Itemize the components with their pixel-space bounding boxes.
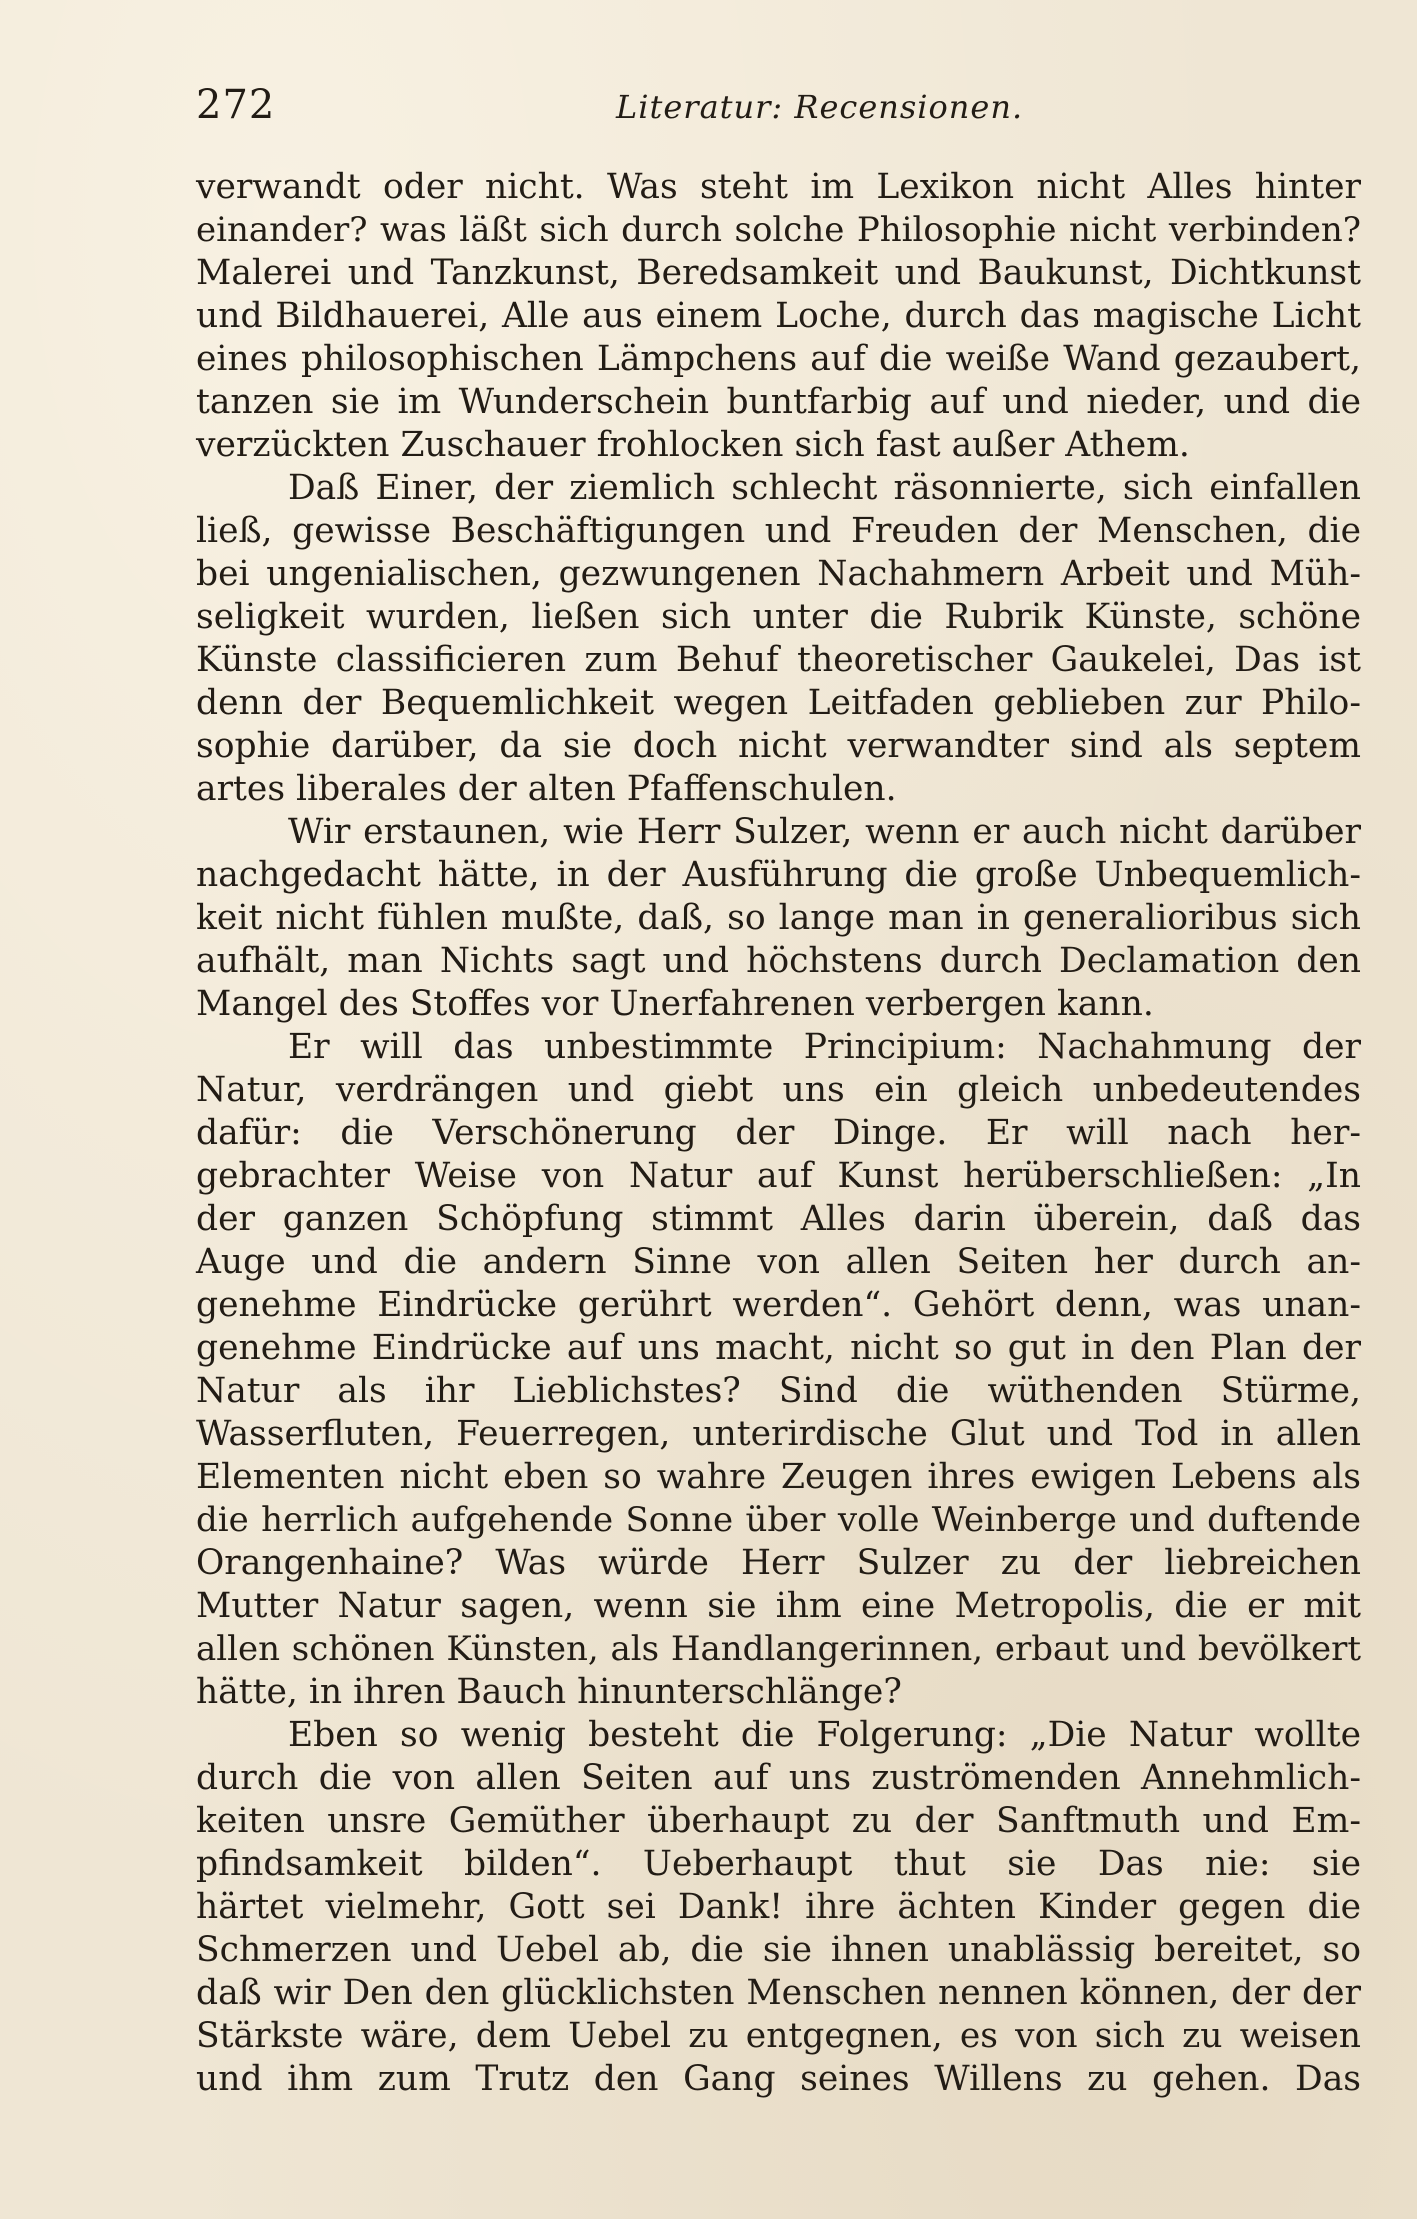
- text-line: pfindsamkeit bilden“. Ueberhaupt thut sie Das nie: sie: [196, 1844, 1361, 1884]
- text-line: sophie darüber, da sie doch nicht verwandter sind als septem: [196, 726, 1361, 766]
- text-line: Eben so wenig besteht die Folgerung: „Die Natur wollte: [288, 1715, 1361, 1755]
- text-line: hätte, in ihren Bauch hinunterschlänge?: [196, 1672, 902, 1712]
- text-line: einander? was läßt sich durch solche Philosophie nicht verbinden?: [196, 210, 1361, 250]
- text-line: Wasserfluten, Feuerregen, unterirdische Glut und Tod in allen: [196, 1414, 1361, 1454]
- text-line: aufhält, man Nichts sagt und höchstens durch Declamation den: [196, 941, 1361, 981]
- text-line: gebrachter Weise von Natur auf Kunst herüberschließen: „In: [196, 1156, 1361, 1196]
- text-line: Auge und die andern Sinne von allen Seiten her durch an-: [196, 1242, 1361, 1282]
- text-line: härtet vielmehr, Gott sei Dank! ihre ächten Kinder gegen die: [196, 1887, 1361, 1927]
- text-line: dafür: die Verschönerung der Dinge. Er will nach her-: [196, 1113, 1361, 1153]
- text-line: keiten unsre Gemüther überhaupt zu der Sanftmuth und Em-: [196, 1801, 1361, 1841]
- text-line: seligkeit wurden, ließen sich unter die Rubrik Künste, schöne: [196, 597, 1361, 637]
- text-line: verzückten Zuschauer frohlocken sich fast außer Athem.: [196, 425, 1190, 465]
- text-line: Schmerzen und Uebel ab, die sie ihnen unablässig bereitet, so: [196, 1930, 1361, 1970]
- text-line: eines philosophischen Lämpchens auf die weiße Wand gezaubert,: [196, 339, 1361, 379]
- text-line: die herrlich aufgehende Sonne über volle Weinberge und duftende: [196, 1500, 1361, 1540]
- text-line: verwandt oder nicht. Was steht im Lexikon nicht Alles hinter: [196, 167, 1361, 207]
- text-line: ließ, gewisse Beschäftigungen und Freuden der Menschen, die: [196, 511, 1361, 551]
- text-line: Er will das unbestimmte Principium: Nachahmung der: [288, 1027, 1361, 1067]
- text-line: Wir erstaunen, wie Herr Sulzer, wenn er auch nicht darüber: [288, 812, 1361, 852]
- text-line: Mangel des Stoffes vor Unerfahrenen verbergen kann.: [196, 984, 1154, 1024]
- body-text: [196, 166, 1361, 2101]
- text-line: keit nicht fühlen mußte, daß, so lange man in generalioribus sich: [196, 898, 1361, 938]
- text-line: Daß Einer, der ziemlich schlecht räsonnierte, sich einfallen: [288, 468, 1361, 508]
- running-title: Literatur: Recensionen.: [616, 88, 1024, 126]
- running-head: [196, 82, 1361, 132]
- text-line: Natur als ihr Lieblichstes? Sind die wüthenden Stürme,: [196, 1371, 1361, 1411]
- text-line: nachgedacht hätte, in der Ausführung die große Unbequemlich-: [196, 855, 1361, 895]
- text-line: Künste classificieren zum Behuf theoretischer Gaukelei, Das ist: [196, 640, 1361, 680]
- text-line: tanzen sie im Wunderschein buntfarbig auf und nieder, und die: [196, 382, 1361, 422]
- text-line: Stärkste wäre, dem Uebel zu entgegnen, es von sich zu weisen: [196, 2016, 1361, 2056]
- text-line: genehme Eindrücke gerührt werden“. Gehört denn, was unan-: [196, 1285, 1361, 1325]
- text-line: und ihm zum Trutz den Gang seines Willens zu gehen. Das: [196, 2059, 1361, 2099]
- text-line: und Bildhauerei, Alle aus einem Loche, durch das magische Licht: [196, 296, 1361, 336]
- text-line: bei ungenialischen, gezwungenen Nachahmern Arbeit und Müh-: [196, 554, 1361, 594]
- text-line: daß wir Den den glücklichsten Menschen nennen können, der der: [196, 1973, 1361, 2013]
- text-line: allen schönen Künsten, als Handlangerinnen, erbaut und bevölkert: [196, 1629, 1361, 1669]
- text-line: Natur, verdrängen und giebt uns ein gleich unbedeutendes: [196, 1070, 1361, 1110]
- text-line: durch die von allen Seiten auf uns zuströmenden Annehmlich-: [196, 1758, 1361, 1798]
- text-line: Mutter Natur sagen, wenn sie ihm eine Metropolis, die er mit: [196, 1586, 1361, 1626]
- text-line: denn der Bequemlichkeit wegen Leitfaden geblieben zur Philo-: [196, 683, 1361, 723]
- text-line: Elementen nicht eben so wahre Zeugen ihres ewigen Lebens als: [196, 1457, 1361, 1497]
- text-line: der ganzen Schöpfung stimmt Alles darin überein, daß das: [196, 1199, 1361, 1239]
- page-number: 272: [196, 82, 276, 128]
- text-line: artes liberales der alten Pfaffenschulen.: [196, 769, 897, 809]
- text-line: Orangenhaine? Was würde Herr Sulzer zu der liebreichen: [196, 1543, 1361, 1583]
- text-line: genehme Eindrücke auf uns macht, nicht so gut in den Plan der: [196, 1328, 1361, 1368]
- text-line: Malerei und Tanzkunst, Beredsamkeit und Baukunst, Dichtkunst: [196, 253, 1361, 293]
